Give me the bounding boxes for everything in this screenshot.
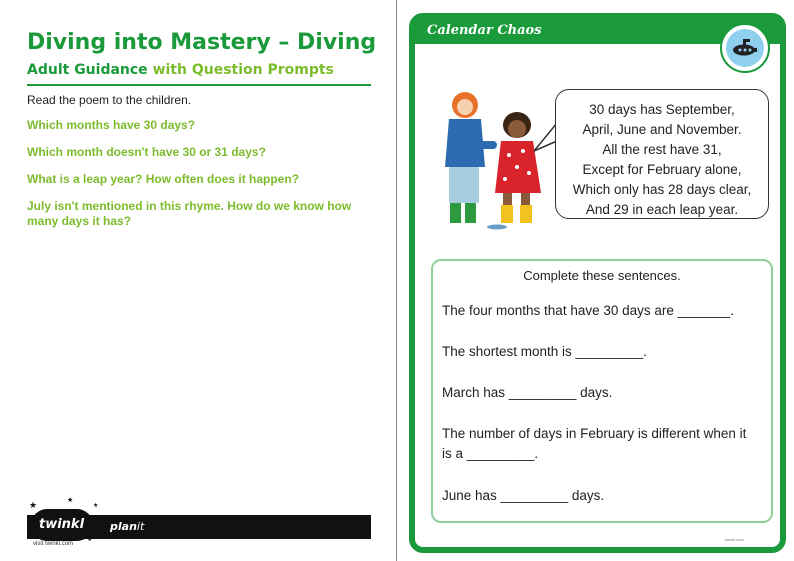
card-title: Calendar Chaos: [427, 23, 542, 38]
star-icon: ★: [87, 537, 93, 543]
title-divider: [27, 84, 371, 86]
question-prompt: Which months have 30 days?: [27, 118, 196, 132]
poem-line: April, June and November.: [582, 122, 742, 137]
sentence: June has _________ days.: [442, 488, 605, 503]
star-icon: ★: [93, 503, 99, 509]
sentence: The shortest month is _________.: [442, 344, 647, 359]
guidance-page: [0, 0, 396, 561]
poem-line: 30 days has September,: [589, 102, 735, 117]
star-icon: ★: [67, 497, 74, 504]
brand-footer: [27, 498, 371, 548]
poem-line: Except for February alone,: [582, 162, 742, 177]
star-icon: ★: [29, 500, 38, 510]
question-prompt: What is a leap year? How often does it happen?: [27, 172, 300, 186]
page-divider: [396, 0, 397, 561]
poem-speech-bubble: [555, 89, 769, 219]
twinkl-logo: twinkl: [39, 517, 85, 532]
card-footer-note: twinkl.com: [725, 537, 744, 542]
intro-text: Read the poem to the children.: [27, 93, 192, 107]
submarine-icon: [726, 29, 764, 67]
children-illustration: [437, 89, 555, 233]
question-prompt: July isn't mentioned in this rhyme. How do we know how many days it has?: [27, 199, 352, 228]
level-badge: [720, 23, 770, 73]
website-link[interactable]: visit twinkl.com: [33, 541, 74, 547]
poem-line: All the rest have 31,: [602, 142, 722, 157]
sentence: The number of days in February is different when it is a _________.: [442, 426, 747, 461]
sentence: The four months that have 30 days are _______.: [442, 303, 734, 318]
planit-rest: it: [136, 520, 145, 533]
sentence: March has _________ days.: [442, 385, 613, 400]
page-subtitle: [27, 62, 334, 78]
planit-logo: [110, 520, 144, 533]
planit-bold: plan: [110, 520, 137, 533]
subtitle-main: Adult Guidance: [27, 62, 148, 78]
task-box: [431, 259, 773, 523]
activity-card: [409, 13, 786, 553]
question-prompts: [27, 118, 377, 241]
badge-background: [726, 29, 764, 67]
poem-line: And 29 in each leap year.: [585, 202, 739, 217]
question-prompt: Which month doesn't have 30 or 31 days?: [27, 145, 266, 159]
task-heading: Complete these sentences.: [523, 268, 681, 283]
poem: [556, 100, 768, 220]
poem-line: Which only has 28 days clear,: [572, 182, 752, 197]
subtitle-rest: with Question Prompts: [152, 62, 334, 78]
page-title: Diving into Mastery – Diving: [27, 30, 377, 55]
